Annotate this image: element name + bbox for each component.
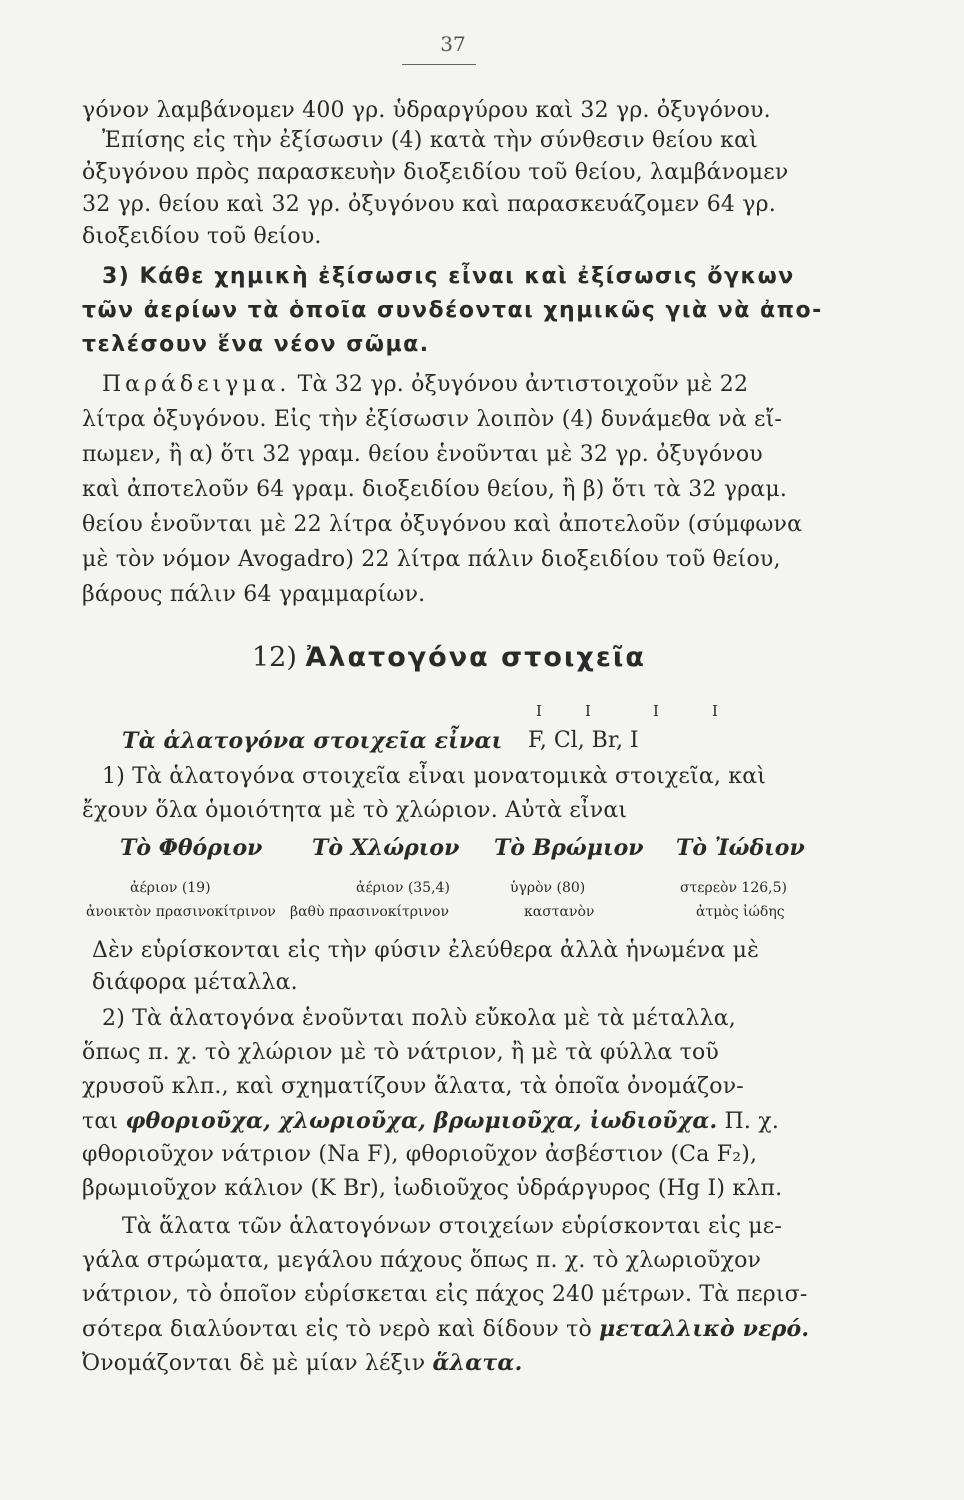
text-line: ὅπως π. χ. τὸ χλώριον μὲ τὸ νάτριον, ἢ μὲ τὰ φύλλα τοῦ bbox=[82, 1040, 719, 1065]
page-number-rule bbox=[402, 64, 476, 65]
salt-names-line bbox=[82, 1106, 842, 1137]
text-line: πωμεν, ἢ α) ὅτι 32 γραμ. θείου ἑνοῦνται μὲ 32 γρ. ὀξυγόνου bbox=[82, 442, 763, 467]
valence-label: I bbox=[712, 702, 718, 720]
line-suffix: Π. χ. bbox=[717, 1109, 780, 1134]
element-state: ὑγρὸν (80) bbox=[510, 880, 586, 896]
element-state: στερεὸν 126,5) bbox=[680, 880, 787, 896]
text-line: 2) Τὰ ἁλατογόνα ἑνοῦνται πολὺ εὔκολα μὲ τὰ μέταλλα, bbox=[102, 1006, 736, 1031]
salt-names: φθοριοῦχα, χλωριοῦχα, βρωμιοῦχα, ἰωδιοῦχα. bbox=[125, 1108, 718, 1134]
halogen-intro: Τὰ ἁλατογόνα στοιχεῖα εἶναι bbox=[122, 728, 503, 754]
element-color: βαθὺ πρασινοκίτρινον bbox=[290, 904, 449, 920]
text-line: διάφορα μέταλλα. bbox=[92, 970, 298, 995]
rule-3-line: τῶν ἀερίων τὰ ὁποῖα συνδέονται χημικῶς γιὰ νὰ ἀπο- bbox=[82, 298, 823, 323]
text-line: λίτρα ὀξυγόνου. Εἰς τὴν ἐξίσωσιν λοιπὸν (4) δυνάμεθα νὰ εἴ- bbox=[82, 407, 783, 432]
element-state: ἀέριον (35,4) bbox=[356, 880, 450, 896]
section-title: Ἀλατογόνα στοιχεῖα bbox=[305, 642, 646, 673]
text-line: 32 γρ. θείου καὶ 32 γρ. ὀξυγόνου καὶ παρασκευάζομεν 64 γρ. bbox=[82, 192, 776, 217]
text-line: Δὲν εὑρίσκονται εἰς τὴν φύσιν ἐλεύθερα ἀλλὰ ἡνωμένα μὲ bbox=[92, 938, 760, 963]
text-line: νάτριον, τὸ ὁποῖον εὑρίσκεται εἰς πάχος 240 μέτρων. Τὰ περισ- bbox=[82, 1282, 808, 1307]
element-color: ἀτμὸς ἰώδης bbox=[696, 904, 785, 920]
element-name: Τὸ Χλώριον bbox=[312, 835, 460, 861]
rule-3-line: 3) Κάθε χημικὴ ἐξίσωσις εἶναι καὶ ἐξίσωσις ὄγκων bbox=[102, 264, 795, 289]
salts-word: ἅλατα. bbox=[432, 1350, 523, 1376]
line-prefix: Ὀνομάζονται δὲ μὲ μίαν λέξιν bbox=[82, 1351, 433, 1376]
text-line: μὲ τὸν νόμον Avogadro) 22 λίτρα πάλιν διοξειδίου τοῦ θείου, bbox=[82, 547, 781, 572]
text-line: γάλα στρώματα, μεγάλου πάχους ὅπως π. χ. τὸ χλωριοῦχον bbox=[82, 1248, 762, 1273]
metallic-water-line bbox=[82, 1314, 842, 1345]
text-line: ἔχουν ὅλα ὁμοιότητα μὲ τὸ χλώριον. Αὐτὰ εἶναι bbox=[82, 798, 628, 823]
example-label: Παράδειγμα. bbox=[102, 372, 291, 397]
example-first-line bbox=[102, 370, 862, 400]
text-line: Τὰ ἅλατα τῶν ἁλατογόνων στοιχείων εὑρίσκονται εἰς με- bbox=[122, 1214, 782, 1239]
line-prefix: σότερα διαλύονται εἰς τὸ νερὸ καὶ δίδουν τὸ bbox=[82, 1317, 600, 1342]
text-line: θείου ἑνοῦνται μὲ 22 λίτρα ὀξυγόνου καὶ ἀποτελοῦν (σύμφωνα bbox=[82, 512, 803, 537]
element-color: ἀνοικτὸν πρασινοκίτρινον bbox=[86, 904, 276, 920]
text-line: φθοριοῦχον νάτριον (Na F), φθοριοῦχον ἀσβέστιον (Ca F₂), bbox=[82, 1142, 758, 1167]
example-text: Τὰ 32 γρ. ὀξυγόνου ἀντιστοιχοῦν μὲ 22 bbox=[290, 372, 749, 397]
salts-line bbox=[82, 1348, 842, 1379]
element-name: Τὸ Φθόριον bbox=[120, 835, 263, 861]
element-state: ἀέριον (19) bbox=[130, 880, 211, 896]
section-heading bbox=[252, 640, 752, 676]
halogen-symbols: F, Cl, Br, I bbox=[528, 728, 639, 753]
section-number: 12) bbox=[252, 642, 297, 673]
text-line: βρωμιοῦχον κάλιον (K Br), ἰωδιοῦχος ὑδράργυρος (Hg I) κλπ. bbox=[82, 1176, 783, 1201]
text-line: ὀξυγόνου πρὸς παρασκευὴν διοξειδίου τοῦ θείου, λαμβάνομεν bbox=[82, 160, 789, 185]
text-line: 1) Τὰ ἁλατογόνα στοιχεῖα εἶναι μονατομικὰ στοιχεῖα, καὶ bbox=[102, 764, 767, 789]
line-prefix: ται bbox=[82, 1109, 126, 1134]
element-name: Τὸ Ἰώδιον bbox=[676, 835, 805, 861]
text-line: καὶ ἀποτελοῦν 64 γραμ. διοξειδίου θείου, ἢ β) ὅτι τὰ 32 γραμ. bbox=[82, 477, 788, 502]
page-number: 37 bbox=[440, 32, 466, 56]
element-color: καστανὸν bbox=[524, 904, 595, 920]
text-line: χρυσοῦ κλπ., καὶ σχηματίζουν ἅλατα, τὰ ὁποῖα ὀνομάζον- bbox=[82, 1074, 744, 1099]
valence-label: I bbox=[585, 702, 591, 720]
metallic-water: μεταλλικὸ νερό. bbox=[599, 1316, 810, 1342]
text-line: διοξειδίου τοῦ θείου. bbox=[82, 224, 322, 249]
valence-label: I bbox=[536, 702, 542, 720]
text-line: βάρους πάλιν 64 γραμμαρίων. bbox=[82, 582, 426, 607]
text-line: γόνον λαμβάνομεν 400 γρ. ὑδραργύρου καὶ 32 γρ. ὀξυγόνου. bbox=[82, 98, 771, 123]
element-name: Τὸ Βρώμιον bbox=[494, 835, 644, 861]
text-line: Ἐπίσης εἰς τὴν ἐξίσωσιν (4) κατὰ τὴν σύνθεσιν θείου καὶ bbox=[102, 128, 758, 153]
valence-label: I bbox=[653, 702, 659, 720]
rule-3-line: τελέσουν ἕνα νέον σῶμα. bbox=[82, 332, 430, 357]
